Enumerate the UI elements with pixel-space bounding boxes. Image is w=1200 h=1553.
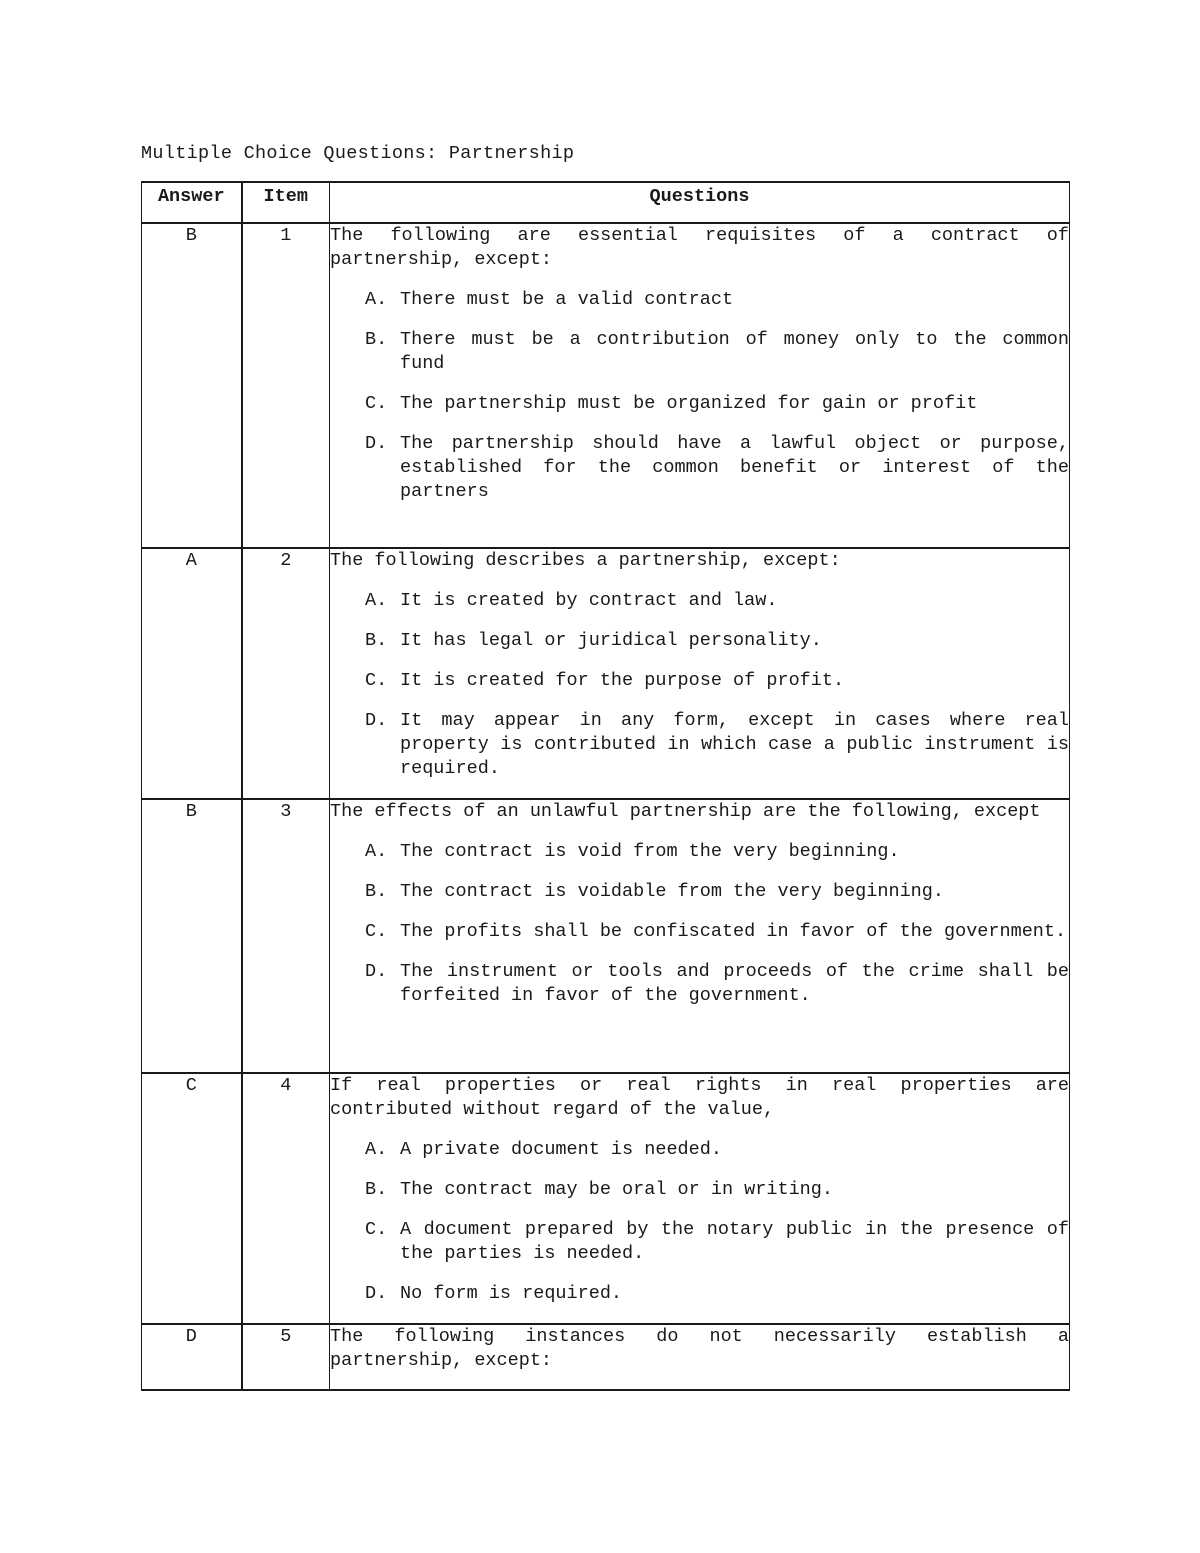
options-list — [330, 589, 1069, 781]
table-row — [142, 223, 1070, 548]
question-cell — [330, 548, 1070, 799]
question-text: The effects of an unlawful partnership are the following, except — [330, 801, 1041, 822]
option-text: The partnership must be organized for gain or profit — [400, 393, 978, 414]
option-letter: D. — [365, 433, 388, 454]
option-text: It is created for the purpose of profit. — [400, 670, 845, 691]
option-item — [330, 328, 1069, 376]
option-item — [330, 960, 1069, 1008]
option-text: The contract may be oral or in writing. — [400, 1179, 833, 1200]
item-cell: 3 — [242, 799, 330, 1073]
question-text: The following instances do not necessarily establish a partnership, except: — [330, 1326, 1069, 1371]
question-text: The following are essential requisites of a contract of partnership, except: — [330, 225, 1069, 270]
option-letter: A. — [365, 590, 388, 611]
option-text: The partnership should have a lawful object or purpose, established for the common benefit or interest of the partners — [400, 433, 1069, 502]
option-text: It is created by contract and law. — [400, 590, 778, 611]
option-letter: B. — [365, 1179, 388, 1200]
item-cell: 5 — [242, 1324, 330, 1390]
item-cell: 1 — [242, 223, 330, 548]
question-text: The following describes a partnership, except: — [330, 550, 841, 571]
option-letter: C. — [365, 921, 388, 942]
option-text: A private document is needed. — [400, 1139, 722, 1160]
questions-table — [141, 181, 1070, 1391]
option-letter: A. — [365, 1139, 388, 1160]
option-letter: C. — [365, 670, 388, 691]
option-item — [330, 1218, 1069, 1266]
option-text: There must be a valid contract — [400, 289, 734, 310]
options-list — [330, 840, 1069, 1008]
answer-cell: B — [142, 799, 242, 1073]
option-item — [330, 1138, 1069, 1162]
option-text: No form is required. — [400, 1283, 623, 1304]
option-letter: D. — [365, 1283, 388, 1304]
options-list — [330, 288, 1069, 504]
table-row — [142, 1324, 1070, 1390]
question-cell — [330, 799, 1070, 1073]
option-text: The contract is voidable from the very beginning. — [400, 881, 944, 902]
question-cell — [330, 1324, 1070, 1390]
option-text: It has legal or juridical personality. — [400, 630, 822, 651]
option-item — [330, 288, 1069, 312]
option-item — [330, 629, 1069, 653]
options-list — [330, 1138, 1069, 1306]
item-cell: 4 — [242, 1073, 330, 1324]
option-text: The profits shall be confiscated in favor of the government. — [400, 921, 1067, 942]
answer-cell: A — [142, 548, 242, 799]
header-row — [142, 182, 1070, 223]
table-row — [142, 799, 1070, 1073]
option-letter: D. — [365, 961, 388, 982]
option-item — [330, 840, 1069, 864]
option-item — [330, 589, 1069, 613]
answer-cell: C — [142, 1073, 242, 1324]
header-item: Item — [242, 182, 330, 223]
option-item — [330, 669, 1069, 693]
question-cell — [330, 1073, 1070, 1324]
option-text: There must be a contribution of money only to the common fund — [400, 329, 1069, 374]
option-text: The contract is void from the very beginning. — [400, 841, 900, 862]
option-letter: C. — [365, 393, 388, 414]
option-letter: B. — [365, 329, 388, 350]
option-text: It may appear in any form, except in cases where real property is contributed in which case a public instrument is required. — [400, 710, 1069, 779]
option-text: A document prepared by the notary public in the presence of the parties is needed. — [400, 1219, 1069, 1264]
option-letter: D. — [365, 710, 388, 731]
header-answer: Answer — [142, 182, 242, 223]
option-item — [330, 1282, 1069, 1306]
item-cell: 2 — [242, 548, 330, 799]
option-letter: C. — [365, 1219, 388, 1240]
question-text: If real properties or real rights in real properties are contributed without regard of the value, — [330, 1075, 1069, 1120]
header-questions: Questions — [330, 182, 1070, 223]
document-title: Multiple Choice Questions: Partnership — [141, 143, 575, 164]
option-text: The instrument or tools and proceeds of the crime shall be forfeited in favor of the government. — [400, 961, 1069, 1006]
option-letter: A. — [365, 289, 388, 310]
option-item — [330, 392, 1069, 416]
option-item — [330, 1178, 1069, 1202]
option-item — [330, 880, 1069, 904]
answer-cell: B — [142, 223, 242, 548]
option-letter: A. — [365, 841, 388, 862]
option-letter: B. — [365, 630, 388, 651]
option-item — [330, 432, 1069, 504]
option-letter: B. — [365, 881, 388, 902]
question-cell — [330, 223, 1070, 548]
answer-cell: D — [142, 1324, 242, 1390]
option-item — [330, 920, 1069, 944]
option-item — [330, 709, 1069, 781]
table-row — [142, 1073, 1070, 1324]
table-row — [142, 548, 1070, 799]
